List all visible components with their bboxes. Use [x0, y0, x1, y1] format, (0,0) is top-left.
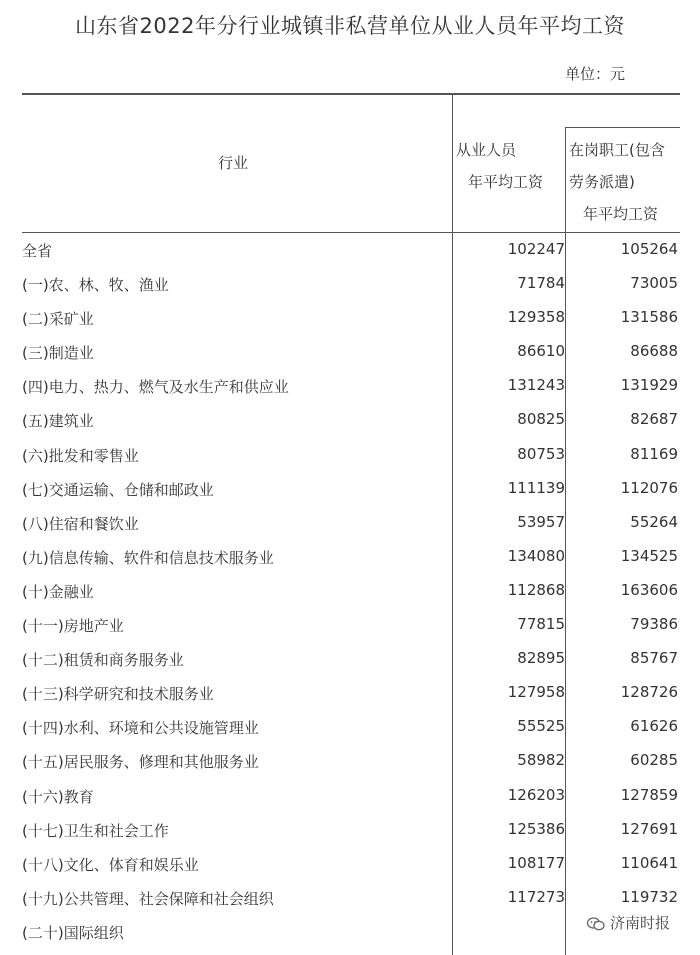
table-row: [0, 573, 700, 607]
table-row: [0, 743, 700, 777]
industry-name: (十三)科学研究和技术服务业: [22, 685, 214, 704]
employee-wage: 126203: [507, 785, 565, 804]
employee-wage: 58982: [517, 751, 565, 770]
industry-name: (十五)居民服务、修理和其他服务业: [22, 753, 259, 772]
onpost-wage: 112076: [620, 478, 678, 497]
header-onpost-wage: [569, 134, 689, 230]
table-top-rule: [22, 93, 680, 95]
header-col2-line2: 劳务派遣): [569, 173, 635, 191]
employee-wage: 53957: [517, 512, 565, 531]
employee-wage: 77815: [517, 615, 565, 634]
employee-wage: 112868: [507, 580, 565, 599]
onpost-wage: 127859: [620, 785, 678, 804]
table-row: [0, 232, 700, 266]
watermark-text: 济南时报: [610, 914, 671, 932]
industry-name: (六)批发和零售业: [22, 446, 139, 465]
onpost-wage: 61626: [630, 717, 678, 736]
onpost-wage: 55264: [630, 512, 678, 531]
onpost-wage: 128726: [620, 683, 678, 702]
onpost-wage: 134525: [620, 546, 678, 565]
table-row: [0, 334, 700, 368]
employee-wage: 86610: [517, 342, 565, 361]
industry-name: (十七)卫生和社会工作: [22, 821, 169, 840]
employee-wage: 102247: [507, 240, 565, 258]
table-row: [0, 778, 700, 812]
onpost-wage: 131586: [620, 308, 678, 327]
table-row: [0, 539, 700, 573]
onpost-wage: 85767: [630, 649, 678, 668]
table-row: [0, 402, 700, 436]
table-row: [0, 607, 700, 641]
source-watermark: [586, 912, 670, 933]
industry-name: (二十)国际组织: [22, 923, 124, 942]
employee-wage: 80825: [517, 410, 565, 429]
industry-name: (八)住宿和餐饮业: [22, 514, 139, 533]
employee-wage: 131243: [507, 376, 565, 395]
table-row: [0, 812, 700, 846]
table-row: [0, 505, 700, 539]
employee-wage: 129358: [507, 308, 565, 327]
industry-name: (十一)房地产业: [22, 617, 124, 636]
industry-name: (十六)教育: [22, 787, 94, 806]
onpost-wage: 60285: [630, 751, 678, 770]
employee-wage: 71784: [517, 274, 565, 293]
industry-name: (十八)文化、体育和娱乐业: [22, 855, 199, 874]
onpost-wage: 81169: [630, 444, 678, 463]
table-row: [0, 709, 700, 743]
onpost-wage: 82687: [630, 410, 678, 429]
table-row: [0, 300, 700, 334]
table-row: [0, 368, 700, 402]
onpost-wage: 79386: [630, 615, 678, 634]
table-row: [0, 471, 700, 505]
wechat-icon: [586, 916, 606, 932]
industry-name: (四)电力、热力、燃气及水生产和供应业: [22, 378, 289, 397]
header-col2-line3: 年平均工资: [583, 205, 659, 223]
header-col1-line1: 从业人员: [456, 141, 517, 159]
industry-name: (十四)水利、环境和公共设施管理业: [22, 719, 259, 738]
industry-name: (五)建筑业: [22, 412, 94, 431]
header-col2-top-rule: [565, 127, 680, 128]
industry-name: 全省: [22, 242, 53, 260]
page-title: 山东省2022年分行业城镇非私营单位从业人员年平均工资: [75, 14, 625, 38]
employee-wage: 108177: [507, 853, 565, 872]
table-row: [0, 846, 700, 880]
employee-wage: 80753: [517, 444, 565, 463]
table-row: [0, 641, 700, 675]
onpost-wage: 163606: [620, 580, 678, 599]
industry-name: (一)农、林、牧、渔业: [22, 276, 169, 295]
industry-name: (十九)公共管理、社会保障和社会组织: [22, 889, 274, 908]
employee-wage: 111139: [507, 478, 565, 497]
header-employee-wage: [456, 134, 564, 198]
employee-wage: 134080: [507, 546, 565, 565]
employee-wage: 55525: [517, 717, 565, 736]
employee-wage: 117273: [507, 887, 565, 906]
industry-name: (十)金融业: [22, 582, 94, 601]
onpost-wage: 131929: [620, 376, 678, 395]
industry-name: (十二)租赁和商务服务业: [22, 651, 184, 670]
onpost-wage: 86688: [630, 342, 678, 361]
industry-name: (七)交通运输、仓储和邮政业: [22, 480, 214, 499]
onpost-wage: 105264: [620, 240, 678, 258]
table-body: [0, 232, 700, 948]
table-row: [0, 266, 700, 300]
header-industry: 行业: [218, 154, 249, 172]
onpost-wage: 119732: [620, 887, 678, 906]
industry-name: (九)信息传输、软件和信息技术服务业: [22, 548, 274, 567]
onpost-wage: 73005: [630, 274, 678, 293]
employee-wage: 125386: [507, 819, 565, 838]
header-col1-line2: 年平均工资: [468, 173, 544, 191]
onpost-wage: 127691: [620, 819, 678, 838]
industry-name: (二)采矿业: [22, 310, 94, 329]
employee-wage: 82895: [517, 649, 565, 668]
table-row: [0, 437, 700, 471]
table-row: [0, 880, 700, 914]
table-row: [0, 675, 700, 709]
employee-wage: 127958: [507, 683, 565, 702]
industry-name: (三)制造业: [22, 344, 94, 363]
onpost-wage: 110641: [620, 853, 678, 872]
unit-label: 单位：元: [565, 65, 626, 83]
header-col2-line1: 在岗职工(包含: [569, 141, 665, 159]
